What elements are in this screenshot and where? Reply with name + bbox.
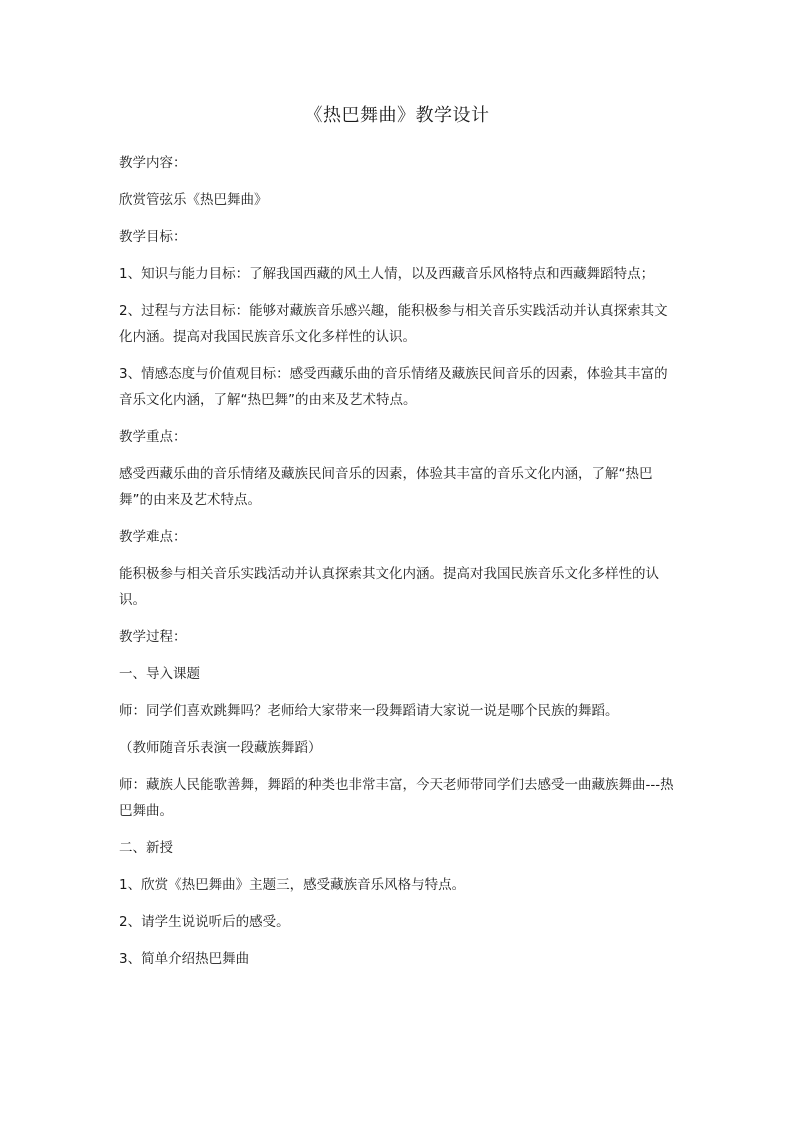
paragraph-teacher-intro: 师：藏族人民能歌善舞，舞蹈的种类也非常丰富，今天老师带同学们去感受一曲藏族舞曲---热巴舞曲。 — [119, 777, 674, 819]
document-title: 《热巴舞曲》教学设计 — [304, 105, 490, 126]
paragraph-key-points: 感受西藏乐曲的音乐情绪及藏族民间音乐的因素，体验其丰富的音乐文化内涵，了解“热巴舞”的由来及艺术特点。 — [119, 466, 653, 508]
paragraph-objective-2: 2、过程与方法目标：能够对藏族音乐感兴趣，能积极参与相关音乐实践活动并认真探索其文化内涵。提高对我国民族音乐文化多样性的认识。 — [119, 303, 668, 345]
paragraph-teacher-question: 师：同学们喜欢跳舞吗？老师给大家带来一段舞蹈请大家说一说是哪个民族的舞蹈。 — [119, 703, 619, 719]
paragraph-objective-3: 3、情感态度与价值观目标：感受西藏乐曲的音乐情绪及藏族民间音乐的因素，体验其丰富的音乐文化内涵，了解“热巴舞”的由来及艺术特点。 — [119, 366, 668, 408]
section-heading-difficulties: 教学难点： — [119, 529, 187, 545]
paragraph-step-2: 2、请学生说说听后的感受。 — [119, 914, 290, 930]
section-heading-content: 教学内容： — [119, 155, 187, 171]
paragraph-difficulties: 能积极参与相关音乐实践活动并认真探索其文化内涵。提高对我国民族音乐文化多样性的认识。 — [119, 566, 659, 608]
paragraph-content: 欣赏管弦乐《热巴舞曲》 — [119, 192, 268, 208]
section-heading-key-points: 教学重点： — [119, 429, 187, 445]
paragraph-teacher-performance: （教师随音乐表演一段藏族舞蹈） — [119, 740, 322, 756]
paragraph-objective-1: 1、知识与能力目标：了解我国西藏的风土人情，以及西藏音乐风格特点和西藏舞蹈特点； — [119, 266, 655, 282]
subheading-new-lesson: 二、新授 — [119, 840, 173, 856]
document-body — [119, 150, 675, 983]
paragraph-step-1: 1、欣赏《热巴舞曲》主题三，感受藏族音乐风格与特点。 — [119, 877, 466, 893]
paragraph-step-3: 3、简单介绍热巴舞曲 — [119, 951, 250, 967]
section-heading-process: 教学过程： — [119, 629, 187, 645]
subheading-introduction: 一、导入课题 — [119, 666, 200, 682]
section-heading-objectives: 教学目标： — [119, 229, 187, 245]
